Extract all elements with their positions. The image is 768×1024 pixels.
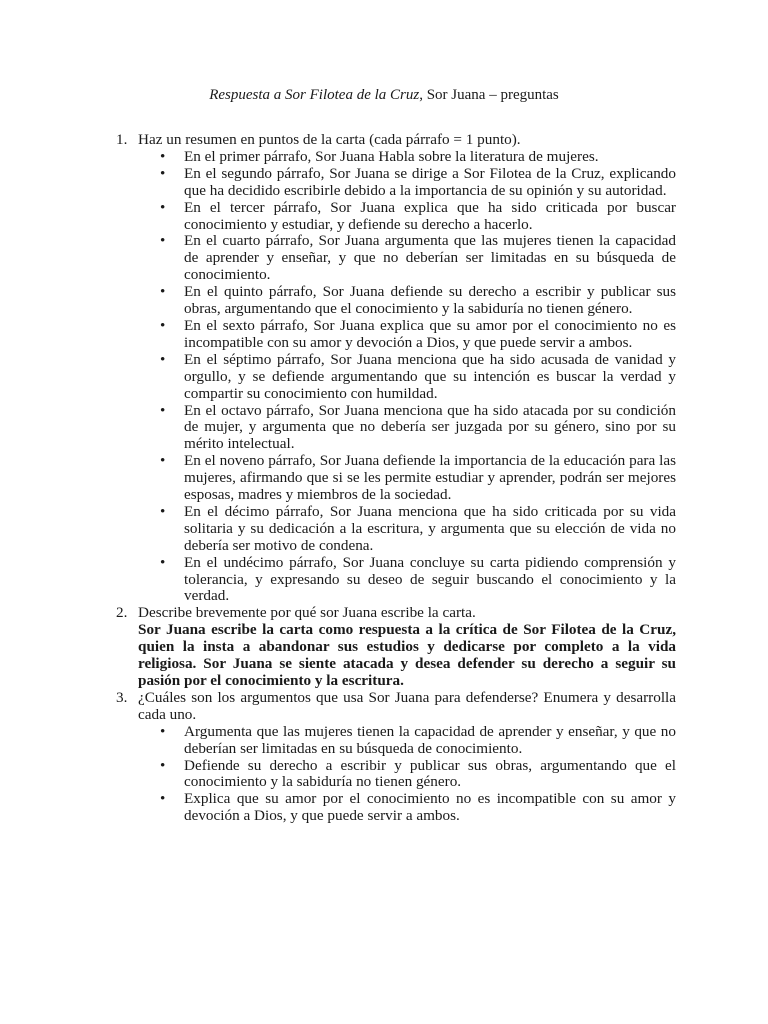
bullet-icon: • — [160, 452, 166, 470]
bullet-icon: • — [160, 198, 166, 216]
list-item — [138, 284, 676, 318]
bullet-icon: • — [160, 147, 166, 165]
list-item-text: Explica que su amor por el conocimiento no es incompatible con su amor y devoción a Dios, y que puede servir a ambos. — [184, 790, 676, 825]
arguments-list — [138, 724, 676, 825]
list-item — [138, 724, 676, 758]
list-item — [138, 149, 676, 166]
list-item — [138, 453, 676, 504]
bullet-icon: • — [160, 756, 166, 774]
list-item — [138, 504, 676, 555]
bullet-icon: • — [160, 164, 166, 182]
title-rest: , Sor Juana – preguntas — [419, 87, 559, 103]
list-item-text: En el séptimo párrafo, Sor Juana menciona que ha sido acusada de vanidad y orgullo, y se defiende argumentando que su intención es buscar la verdad y compartir su conocimiento con humildad. — [184, 350, 676, 402]
question-number: 2. — [116, 604, 128, 622]
list-item — [138, 318, 676, 352]
bullet-icon: • — [160, 722, 166, 740]
question-1 — [0, 132, 768, 605]
bullet-icon: • — [160, 553, 166, 571]
list-item-text: Defiende su derecho a escribir y publicar sus obras, argumentando que el conocimiento y la sabiduría no tienen género. — [184, 756, 676, 791]
question-text: ¿Cuáles son los argumentos que usa Sor Juana para defenderse? Enumera y desarrolla cada uno. — [138, 688, 676, 723]
bullet-icon: • — [160, 790, 166, 808]
summary-list — [138, 149, 676, 605]
bullet-icon: • — [160, 232, 166, 250]
list-item-text: En el quinto párrafo, Sor Juana defiende su derecho a escribir y publicar sus obras, argumentando que el conocimiento y la sabiduría no tienen género. — [184, 283, 676, 318]
bullet-icon: • — [160, 401, 166, 419]
list-item — [138, 403, 676, 454]
list-item-text: En el undécimo párrafo, Sor Juana concluye su carta pidiendo comprensión y tolerancia, y expresando su deseo de seguir buscando el conocimiento y la verdad. — [184, 553, 676, 605]
list-item — [138, 555, 676, 606]
list-item — [138, 352, 676, 403]
list-item-text: Argumenta que las mujeres tienen la capacidad de aprender y enseñar, y que no deberían ser limitadas en su búsqueda de conocimiento. — [184, 722, 676, 757]
list-item-text: En el décimo párrafo, Sor Juana menciona que ha sido criticada por su vida solitaria y su dedicación a la escritura, y argumenta que su elección de vida no debería ser motivo de condena. — [184, 502, 676, 554]
question-3 — [0, 690, 768, 825]
list-item-text: En el cuarto párrafo, Sor Juana argumenta que las mujeres tienen la capacidad de aprender y enseñar, y que no deberían ser limitadas en su búsqueda de conocimiento. — [184, 232, 676, 284]
document-title — [0, 86, 768, 104]
list-item — [138, 166, 676, 200]
title-italic: Respuesta a Sor Filotea de la Cruz — [209, 87, 420, 103]
question-number: 3. — [116, 688, 128, 706]
bullet-icon: • — [160, 502, 166, 520]
list-item-text: En el noveno párrafo, Sor Juana defiende la importancia de la educación para las mujeres, afirmando que si se les permite estudiar y aprender, podrán ser mejores esposas, madres y miembros de la sociedad. — [184, 452, 676, 504]
question-text: Describe brevemente por qué sor Juana escribe la carta. — [138, 604, 476, 622]
list-item — [138, 791, 676, 825]
question-2 — [0, 605, 768, 690]
question-number: 1. — [116, 131, 128, 148]
list-item-text: En el primer párrafo, Sor Juana Habla sobre la literatura de mujeres. — [184, 147, 599, 165]
list-item — [138, 200, 676, 234]
list-item-text: En el sexto párrafo, Sor Juana explica que su amor por el conocimiento no es incompatible con su amor y devoción a Dios, y que puede servir a ambos. — [184, 316, 676, 351]
answer-text: Sor Juana escribe la carta como respuesta a la crítica de Sor Filotea de la Cruz, quien la insta a abandonar sus estudios y dedicarse por completo a la vida religiosa. Sor Juana se siente atacada y desea defender su derecho a seguir su pasión por el conocimiento y la escritura. — [138, 621, 676, 689]
bullet-icon: • — [160, 283, 166, 301]
list-item — [138, 233, 676, 284]
bullet-icon: • — [160, 350, 166, 368]
list-item-text: En el octavo párrafo, Sor Juana menciona que ha sido atacada por su condición de mujer, y argumenta que no debería ser juzgada por su género, sino por su mérito intelectual. — [184, 401, 676, 453]
bullet-icon: • — [160, 316, 166, 334]
question-text: Haz un resumen en puntos de la carta (cada párrafo = 1 punto). — [138, 131, 521, 148]
list-item — [138, 758, 676, 792]
document-body — [0, 132, 768, 825]
list-item-text: En el tercer párrafo, Sor Juana explica que ha sido criticada por buscar conocimiento y estudiar, y defiende su derecho a hacerlo. — [184, 198, 676, 233]
list-item-text: En el segundo párrafo, Sor Juana se dirige a Sor Filotea de la Cruz, explicando que ha decidido escribirle debido a la importancia de su opinión y su autoridad. — [184, 164, 676, 199]
